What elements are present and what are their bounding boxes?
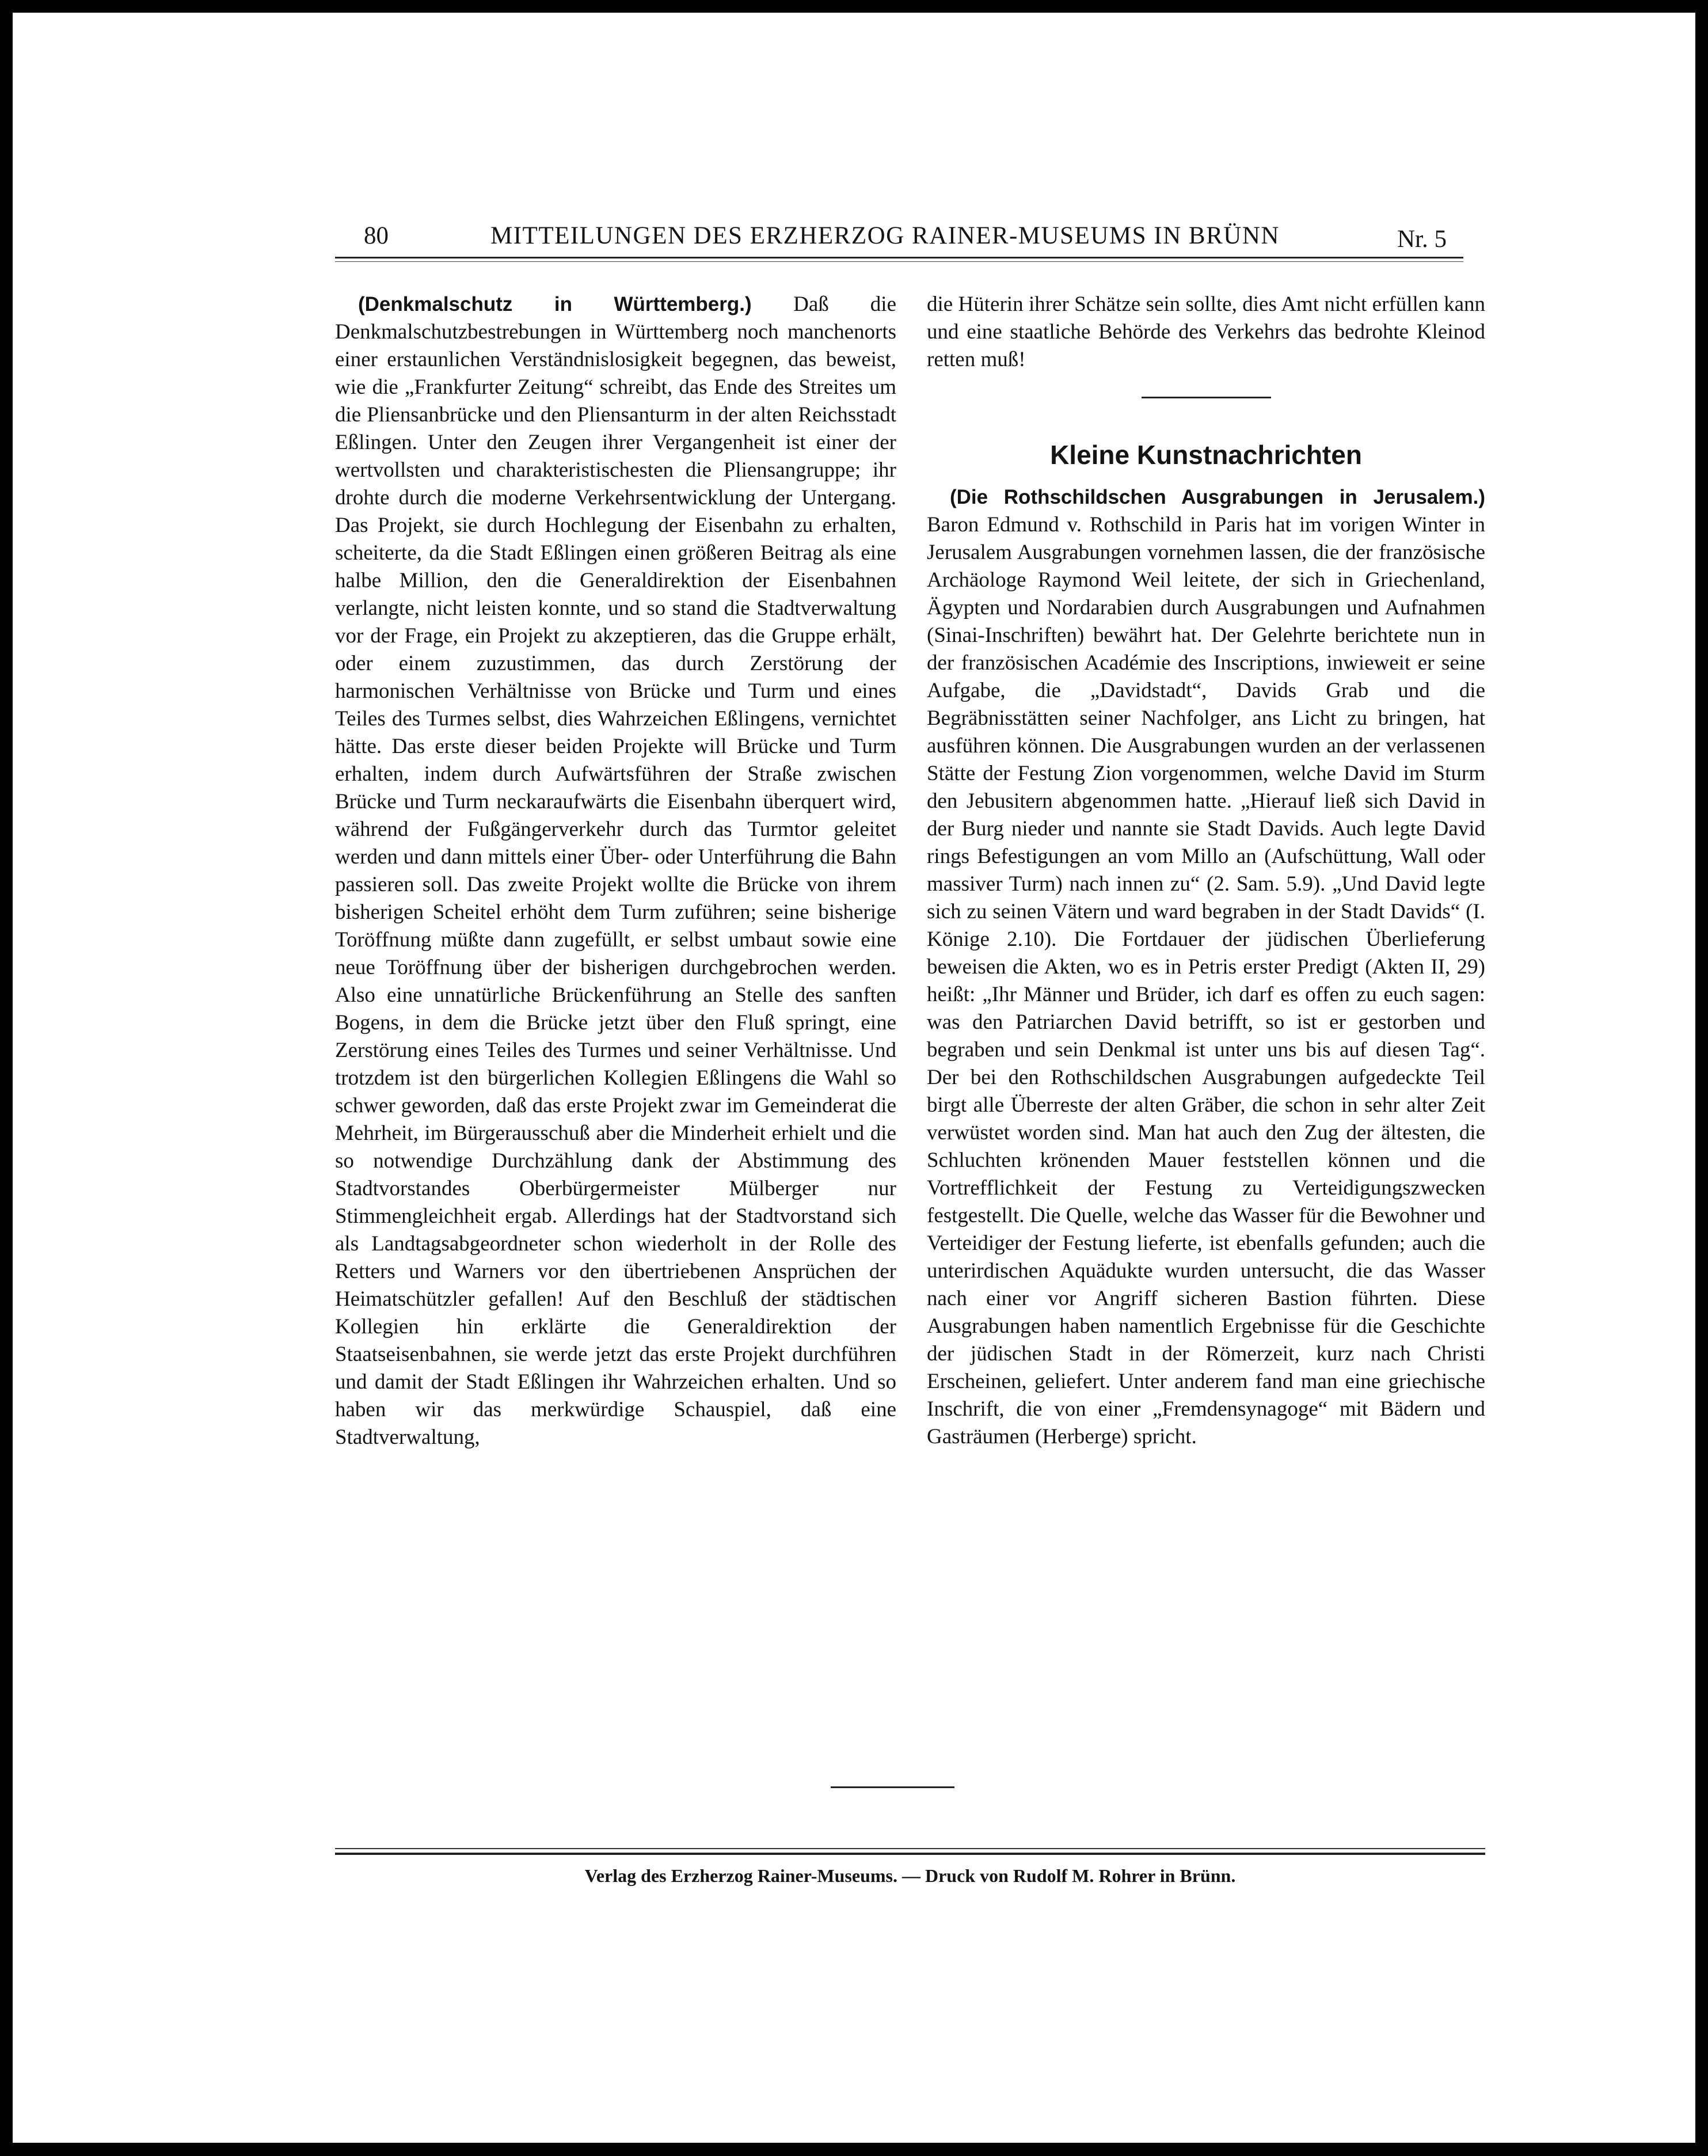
left-column: [335, 291, 896, 1451]
header-rule-thin: [335, 261, 1463, 262]
article-text-rothschild: Baron Edmund v. Rothschild in Paris hat im vorigen Winter in Jerusalem Ausgrabungen vornehmen lassen, die der französische Archäologe Raymond Weil leitete, der sich in Griechenland, Ägypten und Nordarabien durch Ausgrabungen und Aufnahmen (Sinai-Inschriften) bewährt hat. Der Gelehrte berichtete nun in der französischen Académie des Inscriptions, inwieweit er seine Aufgabe, die „Davidstadt“, Davids Grab und die Begräbnisstätten seiner Nachfolger, ans Licht zu bringen, hat ausführen können. Die Ausgrabungen wurden an der verlassenen Stätte der Festung Zion vorgenommen, welche David im Sturm den Jebusitern abgenommen hatte. „Hierauf ließ sich David in der Burg nieder und nannte sie Stadt Davids. Auch legte David rings Befestigungen an vom Millo an (Aufschüttung, Wall oder massiver Turm) nach innen zu“ (2. Sam. 5.9). „Und David legte sich zu seinen Vätern und ward begraben in der Stadt Davids“ (I. Könige 2.10). Die Fortdauer der jüdischen Überlieferung beweisen die Akten, wo es in Petris erster Predigt (Akten II, 29) heißt: „Ihr Männer und Brüder, ich darf es offen zu euch sagen: was den Patriarchen David betrifft, so ist er gestorben und begraben und sein Denkmal ist unter uns bis auf diesen Tag“. Der bei den Rothschildschen Ausgrabungen aufgedeckte Teil birgt alle Überreste der alten Gräber, die schon in sehr alter Zeit verwüstet worden sind. Man hat auch den Zug der ältesten, die Schluchten krönenden Mauer feststellen können und die Vortrefflichkeit der Festung zu Verteidigungszwecken festgestellt. Die Quelle, welche das Wasser für die Bewohner und Verteidiger der Festung lieferte, ist ebenfalls gefunden; auch die unterirdischen Aquädukte wurden untersucht, die das Wasser nach einer vor Angriff sicheren Bastion führten. Diese Ausgrabungen haben namentlich Ergebnisse für die Geschichte der jüdischen Stadt in der Römerzeit, kurz nach Christi Erscheinen, geliefert. Unter anderem fand man eine griechische Inschrift, die von einer „Fremdensynagoge“ mit Bädern und Gasträumen (Herberge) spricht.: [927, 513, 1485, 1448]
scan-border-bottom: [0, 2143, 1708, 2156]
article-denkmalschutz: [335, 291, 896, 1451]
article-heading-denkmalschutz: (Denkmalschutz in Württemberg.): [358, 293, 794, 315]
running-header: [335, 222, 1463, 256]
section-title: Kleine Kunstnachrichten: [1050, 440, 1362, 470]
footer-rule: [335, 1853, 1485, 1855]
header-rule: [335, 257, 1463, 258]
end-rule: [831, 1786, 954, 1788]
scan-border-left: [0, 0, 13, 2156]
scan-border-top: [0, 0, 1708, 13]
right-column: [927, 291, 1485, 1451]
article-rothschild: [927, 484, 1485, 1451]
footer-rule-thin: [335, 1848, 1485, 1849]
journal-title: MITTEILUNGEN DES ERZHERZOG RAINER-MUSEUMS IN BRÜNN: [490, 222, 1280, 249]
scan-border-right: [1695, 0, 1708, 2156]
article-heading-rothschild: (Die Rothschildschen Ausgrabungen in Jerusalem.): [950, 486, 1485, 508]
page-number: 80: [364, 222, 389, 249]
issue-number: Nr. 5: [1397, 226, 1447, 253]
section-divider: [1142, 397, 1271, 398]
article-continuation: die Hüterin ihrer Schätze sein sollte, dies Amt nicht erfüllen kann und eine staatliche Behörde des Verkehrs das bedrohte Kleinod retten muß!: [927, 292, 1485, 371]
imprint: Verlag des Erzherzog Rainer-Museums. — Druck von Rudolf M. Rohrer in Brünn.: [584, 1865, 1236, 1886]
article-text-denkmalschutz: Daß die Denkmalschutzbestrebungen in Württemberg noch manchenorts einer erstaunlichen Verständnislosigkeit begegnen, das beweist, wie die „Frankfurter Zeitung“ schreibt, das Ende des Streites um die Pliensanbrücke und den Pliensanturm in der alten Reichsstadt Eßlingen. Unter den Zeugen ihrer Vergangenheit ist einer der wertvollsten und charakteristischesten die Pliensangruppe; ihr drohte durch die moderne Verkehrsentwicklung der Untergang. Das Projekt, sie durch Hochlegung der Eisenbahn zu erhalten, scheiterte, da die Stadt Eßlingen einen größeren Beitrag als eine halbe Million, den die Generaldirektion der Eisenbahnen verlangte, nicht leisten konnte, und so stand die Stadtverwaltung vor der Frage, ein Projekt zu akzeptieren, das die Gruppe erhält, oder einem zuzustimmen, das durch Zerstörung der harmonischen Verhältnisse von Brücke und Turm und eines Teiles des Turmes selbst, dies Wahrzeichen Eßlingens, vernichtet hätte. Das erste dieser beiden Projekte will Brücke und Turm erhalten, indem durch Aufwärtsführen der Straße zwischen Brücke und Turm neckaraufwärts die Eisenbahn überquert wird, während der Fußgängerverkehr durch das Turmtor geleitet werden und dann mittels einer Über- oder Unterführung die Bahn passieren soll. Das zweite Projekt wollte die Brücke von ihrem bisherigen Scheitel erhöht dem Turm zuführen; seine bisherige Toröffnung müßte dann zugefüllt, er selbst umbaut sowie eine neue Toröffnung über der bisherigen durchgebrochen werden. Also eine unnatürliche Brückenführung an Stelle des sanften Bogens, in dem die Brücke jetzt über den Fluß springt, eine Zerstörung eines Teiles des Turmes und seiner Verhältnisse. Und trotzdem ist den bürgerlichen Kollegien Eßlingens die Wahl so schwer geworden, daß das erste Projekt zwar im Gemeinderat die Mehrheit, im Bürgerausschuß aber die Minderheit erhielt und die so notwendige Durchzählung dank der Abstimmung des Stadtvorstandes Oberbürgermeister Mülberger nur Stimmengleichheit ergab. Allerdings hat der Stadtvorstand sich als Landtagsabgeordneter schon wiederholt in der Rolle des Retters und Warners vor den übertriebenen Ansprüchen der Heimatschützler gefallen! Auf den Beschluß der städtischen Kollegien hin erklärte die Generaldirektion der Staatseisenbahnen, sie werde jetzt das erste Projekt durchführen und damit der Stadt Eßlingen ihr Wahrzeichen erhalten. Und so haben wir das merkwürdige Schauspiel, daß eine Stadtverwaltung,: [335, 292, 896, 1449]
